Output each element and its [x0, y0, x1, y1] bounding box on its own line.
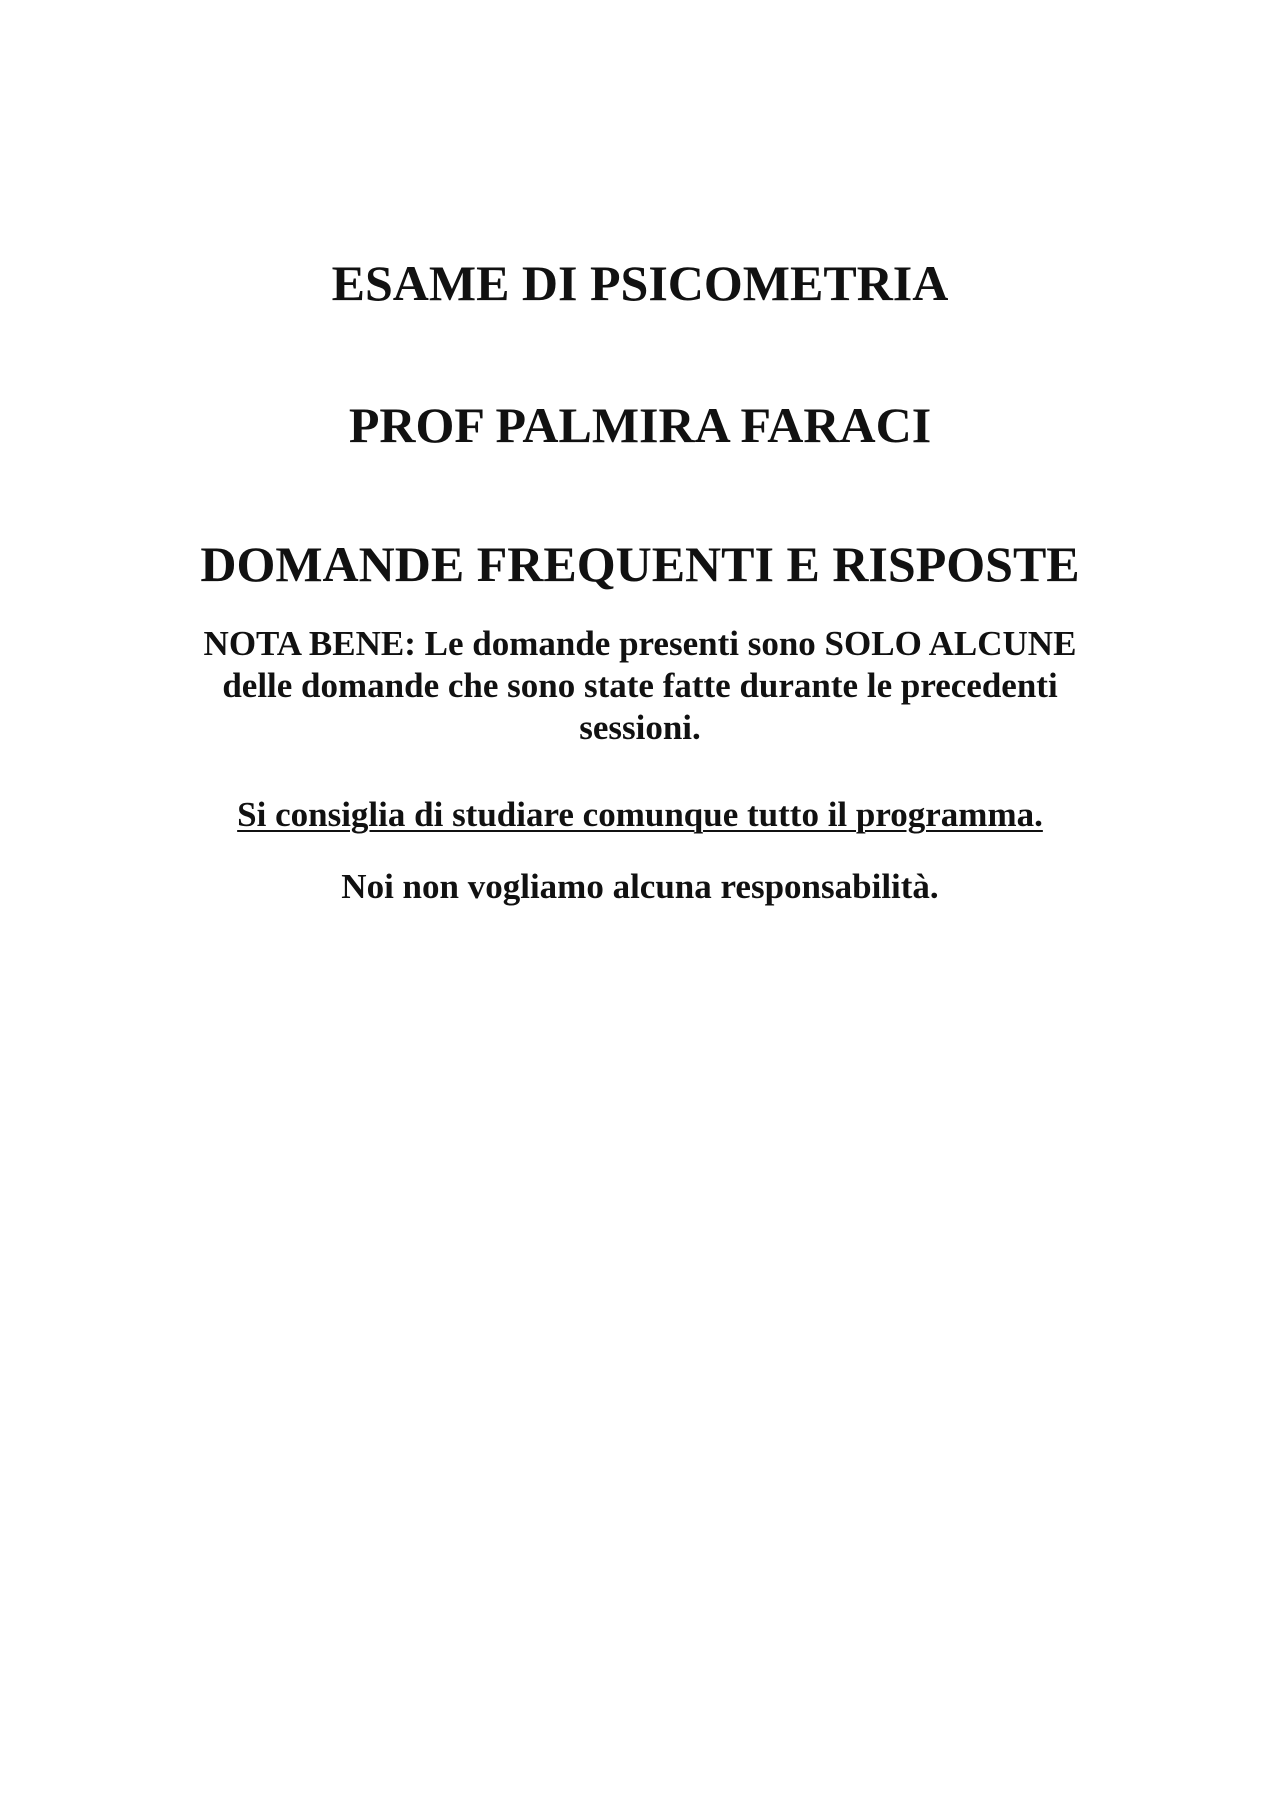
note-paragraph — [140, 623, 1140, 749]
faq-heading: DOMANDE FREQUENTI E RISPOSTE — [200, 536, 1080, 592]
note-line-3: sessioni. — [579, 708, 701, 747]
note-line-1: NOTA BENE: Le domande presenti sono SOLO ALCUNE — [203, 624, 1077, 663]
exam-title: ESAME DI PSICOMETRIA — [331, 255, 949, 311]
disclaimer: Noi non vogliamo alcuna responsabilità. — [341, 867, 939, 906]
note-line-2: delle domande che sono state fatte durante le precedenti — [222, 666, 1058, 705]
professor-name: PROF PALMIRA FARACI — [348, 397, 932, 453]
study-advice-text: Si consiglia di studiare comunque tutto il programma. — [237, 795, 1043, 834]
study-advice — [0, 794, 1280, 836]
